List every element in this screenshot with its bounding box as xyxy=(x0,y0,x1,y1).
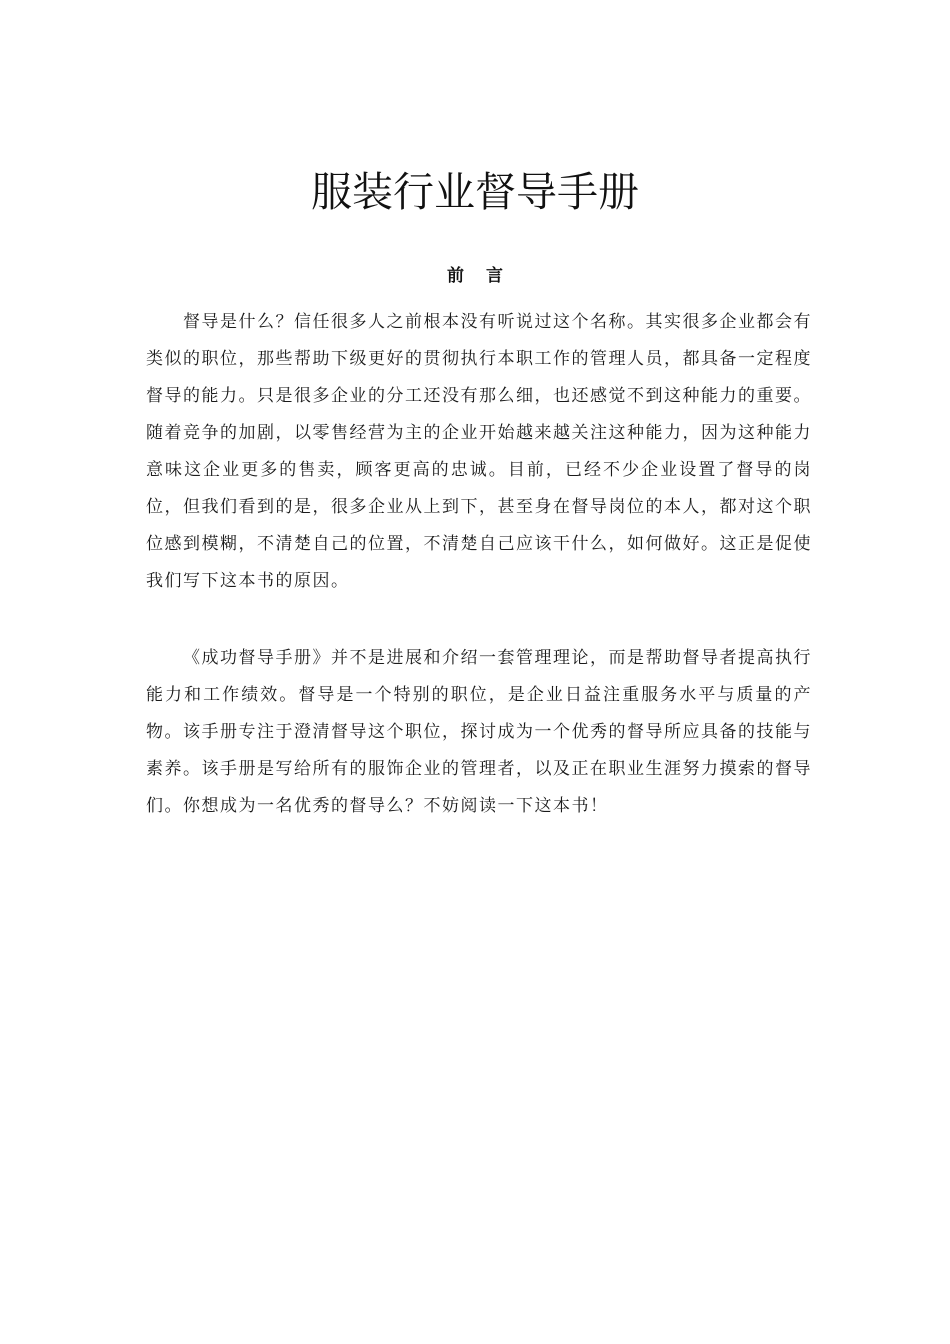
preface-paragraph-1: 督导是什么？信任很多人之前根本没有听说过这个名称。其实很多企业都会有类似的职位，那些帮助下级更好的贯彻执行本职工作的管理人员，都具备一定程度督导的能力。只是很多企业的分工还没有那么细，也还感觉不到这种能力的重要。随着竞争的加剧，以零售经营为主的企业开始越来越关注这种能力，因为这种能力意味这企业更多的售卖，顾客更高的忠诚。目前，已经不少企业设置了督导的岗位，但我们看到的是，很多企业从上到下，甚至身在督导岗位的本人，都对这个职位感到模糊，不清楚自己的位置，不清楚自己应该干什么，如何做好。这正是促使我们写下这本书的原因。 xyxy=(146,312,812,591)
preface-paragraph-2: 《成功督导手册》并不是进展和介绍一套管理理论，而是帮助督导者提高执行能力和工作绩效。督导是一个特别的职位，是企业日益注重服务水平与质量的产物。该手册专注于澄清督导这个职位，探讨成为一个优秀的督导所应具备的技能与素养。该手册是写给所有的服饰企业的管理者，以及正在职业生涯努力摸索的督导们。你想成为一名优秀的督导么？不妨阅读一下这本书！ xyxy=(146,648,812,816)
preface-heading: 前言 xyxy=(447,266,525,287)
document-title: 服装行业督导手册 xyxy=(311,168,639,217)
